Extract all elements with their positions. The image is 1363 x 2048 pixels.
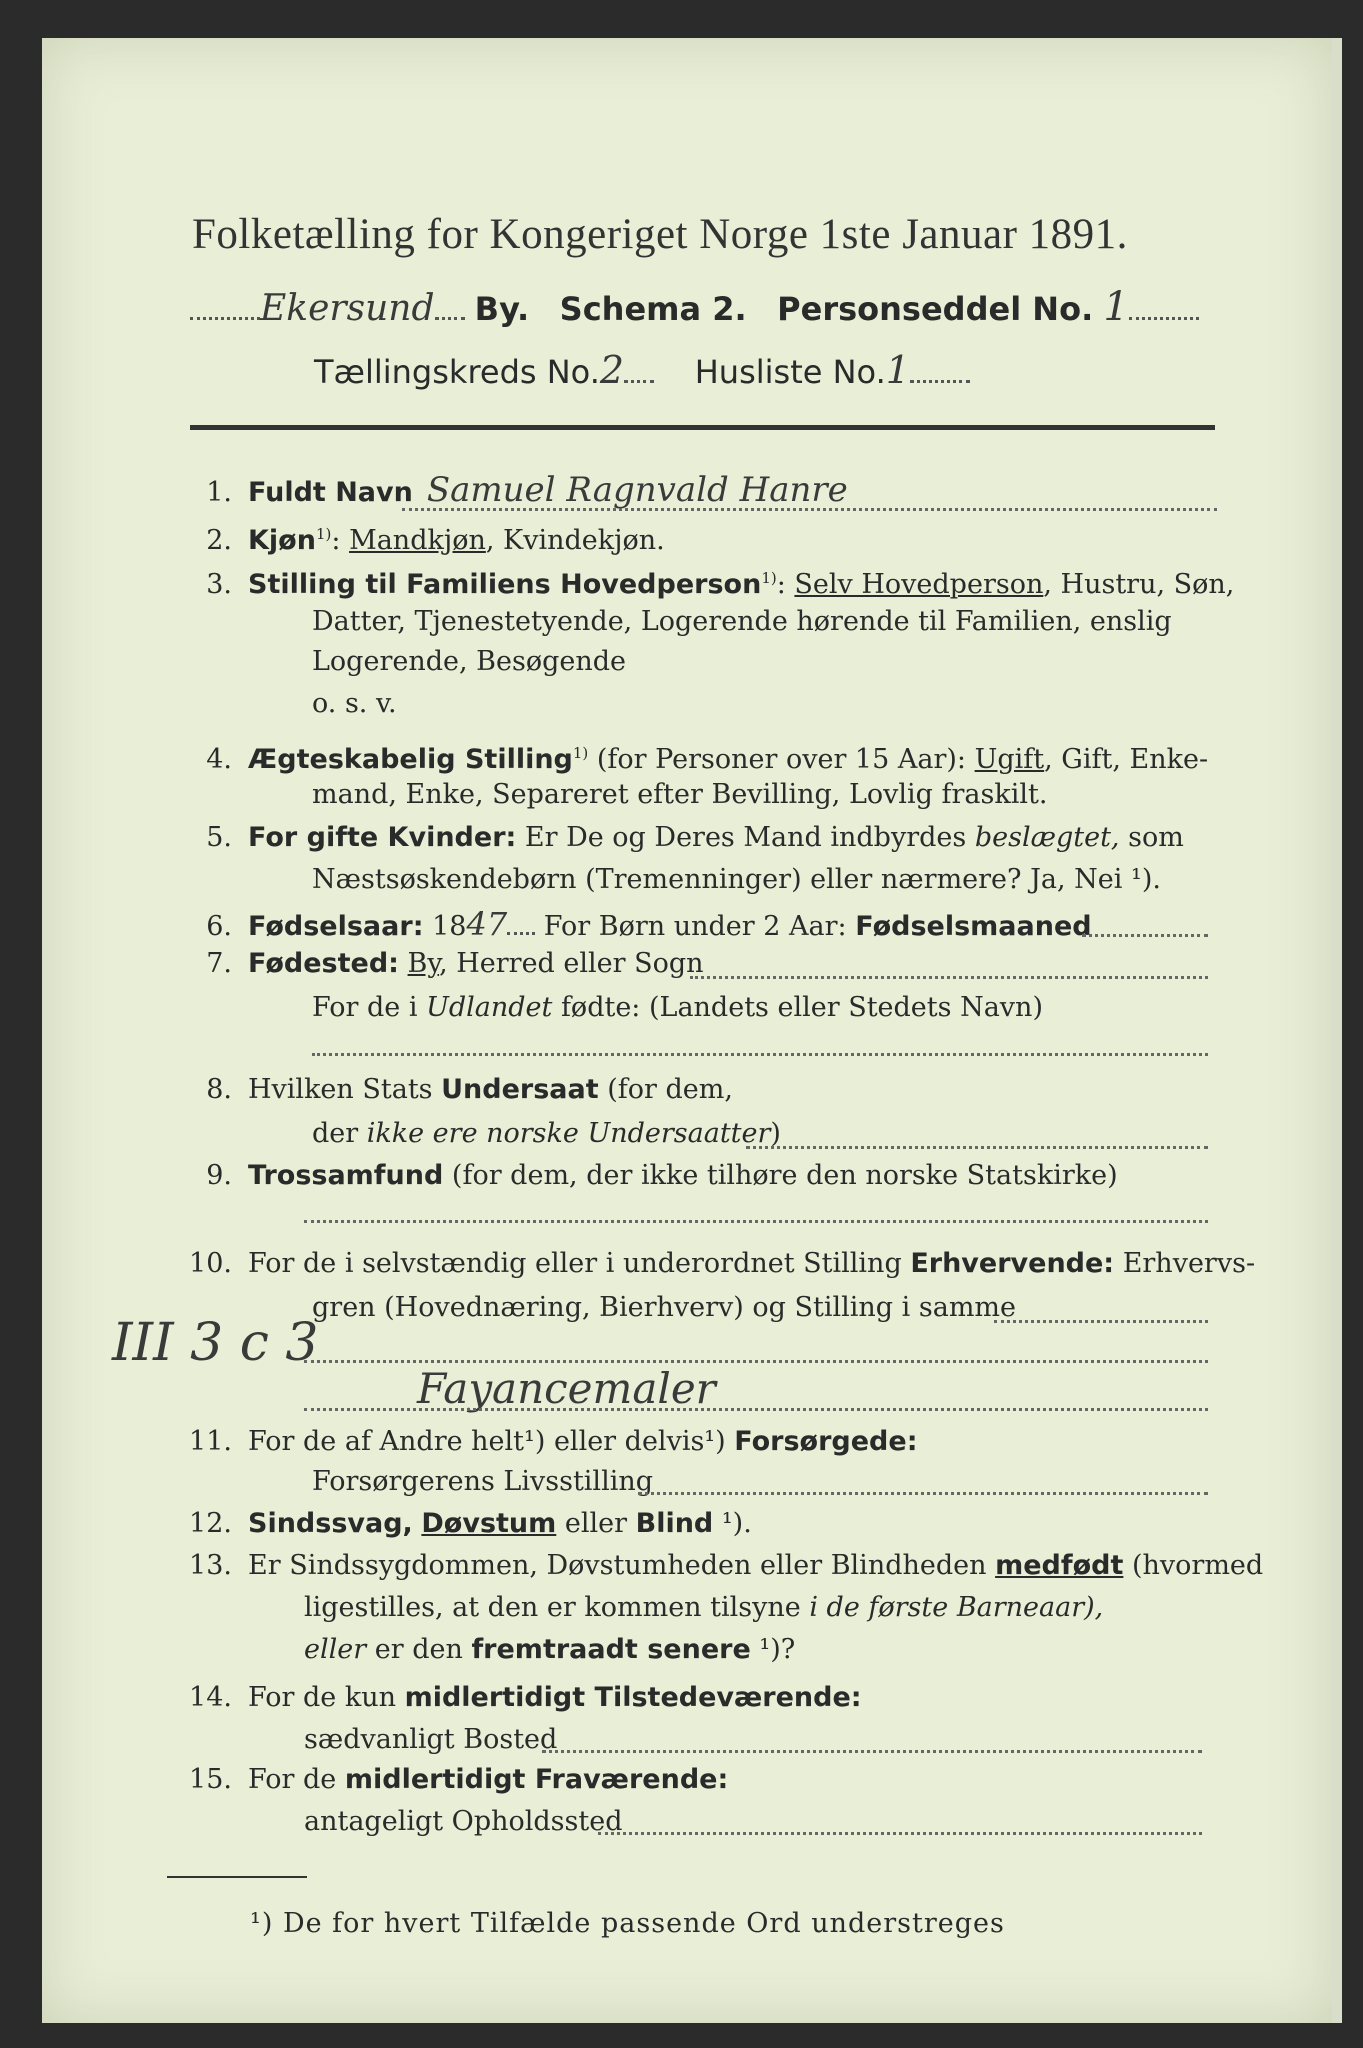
item-text: ligestilles, at den er kommen tilsyne bbox=[304, 1592, 810, 1623]
item-3-line-3: Logerende, Besøgende bbox=[312, 646, 626, 677]
item-text: For Børn under 2 Aar: bbox=[535, 911, 856, 942]
item-label: Stilling til Familiens Hovedperson bbox=[248, 569, 762, 600]
item-number: 4. bbox=[206, 744, 232, 775]
item-text: Er De og Deres Mand indbyrdes bbox=[516, 822, 975, 853]
item-number: 11. bbox=[189, 1426, 232, 1457]
item-8-line-2 bbox=[312, 1114, 781, 1154]
item-label: Fuldt Navn bbox=[248, 477, 413, 508]
item-8 bbox=[170, 1070, 733, 1110]
item-label: Fødselsmaaned bbox=[855, 911, 1092, 942]
item-3 bbox=[170, 558, 1234, 605]
option-selected: Mandkjøn bbox=[349, 525, 486, 556]
item-text: Er Sindssygdommen, Døvstumheden eller Blindheden bbox=[248, 1550, 996, 1581]
item-text: eller bbox=[556, 1508, 636, 1539]
city-suffix: By. bbox=[474, 290, 530, 328]
personseddel-value: 1 bbox=[1103, 284, 1129, 330]
item-10-line-2: gren (Hovednæring, Bierhverv) og Stilling i samme bbox=[312, 1292, 1017, 1323]
item-number: 9. bbox=[206, 1160, 232, 1191]
schema-label: Schema 2. bbox=[559, 290, 747, 328]
item-label: For gifte Kvinder: bbox=[248, 822, 517, 853]
year-prefix: 18 bbox=[423, 911, 467, 942]
husliste-value: 1 bbox=[885, 348, 910, 392]
item-7-line-2 bbox=[312, 988, 1043, 1028]
item-label: medfødt bbox=[995, 1550, 1124, 1581]
item-14-line-2: sædvanligt Bosted bbox=[304, 1724, 558, 1755]
footnote: ¹) De for hvert Tilfælde passende Ord understreges bbox=[250, 1908, 1005, 1939]
item-label: Forsørgede: bbox=[734, 1426, 918, 1457]
dotted-line bbox=[1082, 934, 1208, 937]
item-10 bbox=[170, 1244, 1255, 1284]
item-text: For de kun bbox=[248, 1682, 405, 1713]
item-15 bbox=[170, 1760, 728, 1800]
item-11 bbox=[170, 1422, 918, 1462]
item-text: , Herred eller Sogn bbox=[439, 948, 704, 979]
dotted-leader bbox=[624, 380, 654, 383]
dotted-line bbox=[312, 1053, 1208, 1056]
item-text: ¹)? bbox=[750, 1634, 796, 1665]
item-text: som bbox=[1119, 822, 1184, 853]
option-selected: Selv Hovedperson bbox=[794, 569, 1044, 600]
item-text-italic: beslægtet, bbox=[974, 822, 1120, 853]
city-value: Ekersund bbox=[260, 288, 435, 329]
dotted-line bbox=[304, 1408, 1208, 1411]
item-text: er den bbox=[366, 1634, 472, 1665]
option-selected: Døvstum bbox=[421, 1508, 557, 1539]
dotted-line bbox=[304, 1220, 1208, 1223]
dotted-leader bbox=[1129, 317, 1199, 320]
footnote-ref: 1) bbox=[572, 744, 589, 762]
item-12 bbox=[170, 1504, 752, 1544]
dotted-line bbox=[690, 976, 1208, 979]
item-number: 8. bbox=[206, 1074, 232, 1105]
item-label: Erhvervende: bbox=[910, 1248, 1115, 1279]
item-text-italic: ikke ere norske Undersaatter bbox=[366, 1118, 771, 1149]
item-text: (for dem, bbox=[598, 1074, 733, 1105]
item-3-line-4: o. s. v. bbox=[312, 688, 397, 719]
item-9 bbox=[170, 1156, 1118, 1196]
item-13-line-2 bbox=[304, 1588, 1103, 1628]
item-label: Fødested: bbox=[248, 948, 399, 979]
name-value: Samuel Ragnvald Hanre bbox=[426, 470, 848, 510]
item-label: midlertidigt Fraværende: bbox=[344, 1764, 729, 1795]
dotted-line bbox=[402, 508, 1217, 511]
colon: : bbox=[331, 525, 341, 556]
footnote-ref: 1) bbox=[315, 525, 332, 543]
item-number: 1. bbox=[206, 477, 232, 508]
item-text: fødte: (Landets eller Stedets Navn) bbox=[552, 992, 1043, 1023]
item-text: ) bbox=[770, 1118, 781, 1149]
kreds-value: 2 bbox=[599, 348, 625, 392]
item-number: 5. bbox=[206, 822, 232, 853]
item-text-italic: i de første Barneaar), bbox=[809, 1592, 1104, 1623]
item-text: Erhvervs- bbox=[1114, 1248, 1256, 1279]
dotted-line bbox=[304, 1360, 1208, 1363]
item-4-line-2: mand, Enke, Separeret efter Bevilling, Lovlig fraskilt. bbox=[312, 779, 1048, 810]
item-number: 15. bbox=[189, 1764, 232, 1795]
item-text-italic: Udlandet bbox=[426, 992, 553, 1023]
item-1 bbox=[170, 470, 848, 513]
dotted-line bbox=[746, 1146, 1208, 1149]
item-label: Fødselsaar: bbox=[248, 911, 424, 942]
item-text: (hvormed bbox=[1123, 1550, 1264, 1581]
footnote-ref: 1) bbox=[761, 569, 777, 587]
item-text: For de i bbox=[312, 992, 427, 1023]
header-divider bbox=[190, 425, 1215, 430]
item-number: 13. bbox=[189, 1550, 232, 1581]
item-label: Trossamfund bbox=[248, 1160, 444, 1191]
item-text: For de bbox=[248, 1764, 345, 1795]
item-text: For de i selvstændig eller i underordnet Stilling bbox=[248, 1248, 911, 1279]
item-label: Blind bbox=[635, 1508, 714, 1539]
item-number: 3. bbox=[206, 569, 232, 600]
item-number: 7. bbox=[206, 948, 232, 979]
colon: : bbox=[776, 569, 786, 600]
margin-annotation: III 3 c 3 bbox=[112, 1313, 319, 1373]
item-5 bbox=[170, 818, 1184, 858]
item-text: ¹). bbox=[713, 1508, 752, 1539]
item-15-line-2: antageligt Opholdssted bbox=[304, 1806, 623, 1837]
item-text: Hvilken Stats bbox=[248, 1074, 442, 1105]
item-number: 12. bbox=[189, 1508, 232, 1539]
item-text: , Gift, Enke- bbox=[1044, 744, 1209, 775]
item-text: For de af Andre helt¹) eller delvis¹) bbox=[248, 1426, 735, 1457]
dotted-leader bbox=[910, 380, 970, 383]
header-line-kreds bbox=[314, 348, 970, 392]
item-4 bbox=[170, 733, 1208, 780]
dotted-line bbox=[638, 1492, 1208, 1495]
item-label: Kjøn bbox=[248, 525, 316, 556]
header-line-city bbox=[190, 284, 1199, 330]
option-selected: By bbox=[407, 948, 440, 979]
item-text: (for dem, der ikke tilhøre den norske Statskirke) bbox=[443, 1160, 1118, 1191]
occupation-value: Fayancemaler bbox=[417, 1364, 716, 1413]
item-11-line-2: Forsørgerens Livsstilling bbox=[312, 1466, 654, 1497]
item-number: 10. bbox=[189, 1248, 232, 1279]
item-13 bbox=[170, 1546, 1263, 1586]
item-6 bbox=[170, 904, 1092, 947]
dotted-line bbox=[598, 1832, 1202, 1835]
item-2 bbox=[170, 514, 665, 561]
item-text: (for Personer over 15 Aar): bbox=[588, 744, 975, 775]
form-title: Folketælling for Kongeriget Norge 1ste Januar 1891. bbox=[192, 211, 1128, 258]
item-text-italic: eller bbox=[304, 1634, 367, 1665]
census-form-sheet bbox=[42, 38, 1342, 2023]
dotted-leader bbox=[507, 932, 535, 935]
item-3-line-2: Datter, Tjenestetyende, Logerende hørende til Familien, enslig bbox=[312, 606, 1172, 637]
item-label: midlertidigt Tilstedeværende: bbox=[404, 1682, 862, 1713]
item-label: Undersaat bbox=[441, 1074, 599, 1105]
item-14 bbox=[170, 1678, 862, 1718]
item-number: 14. bbox=[189, 1682, 232, 1713]
dotted-line bbox=[994, 1320, 1208, 1323]
item-7 bbox=[170, 944, 704, 984]
item-text: , Kvindekjøn. bbox=[485, 525, 665, 556]
item-label: fremtraadt senere bbox=[471, 1634, 751, 1665]
item-number: 6. bbox=[206, 911, 232, 942]
husliste-label: Husliste No. bbox=[694, 353, 886, 391]
item-label: Ægteskabelig Stilling bbox=[248, 744, 573, 775]
dotted-leader bbox=[190, 317, 260, 320]
kreds-label: Tællingskreds No. bbox=[314, 353, 600, 391]
birth-year-value: 47 bbox=[466, 905, 508, 943]
item-text: der bbox=[312, 1118, 367, 1149]
footnote-divider bbox=[167, 1876, 307, 1878]
dotted-leader bbox=[435, 317, 465, 320]
option-selected: Ugift bbox=[974, 744, 1045, 775]
item-5-line-2: Næstsøskendebørn (Tremenninger) eller nærmere? Ja, Nei ¹). bbox=[312, 864, 1161, 895]
item-text: , Hustru, Søn, bbox=[1043, 569, 1235, 600]
item-number: 2. bbox=[206, 525, 232, 556]
item-13-line-3 bbox=[304, 1630, 795, 1670]
item-label: Sindssvag, bbox=[248, 1508, 413, 1539]
personseddel-label: Personseddel No. bbox=[777, 290, 1094, 328]
dotted-line bbox=[542, 1750, 1202, 1753]
